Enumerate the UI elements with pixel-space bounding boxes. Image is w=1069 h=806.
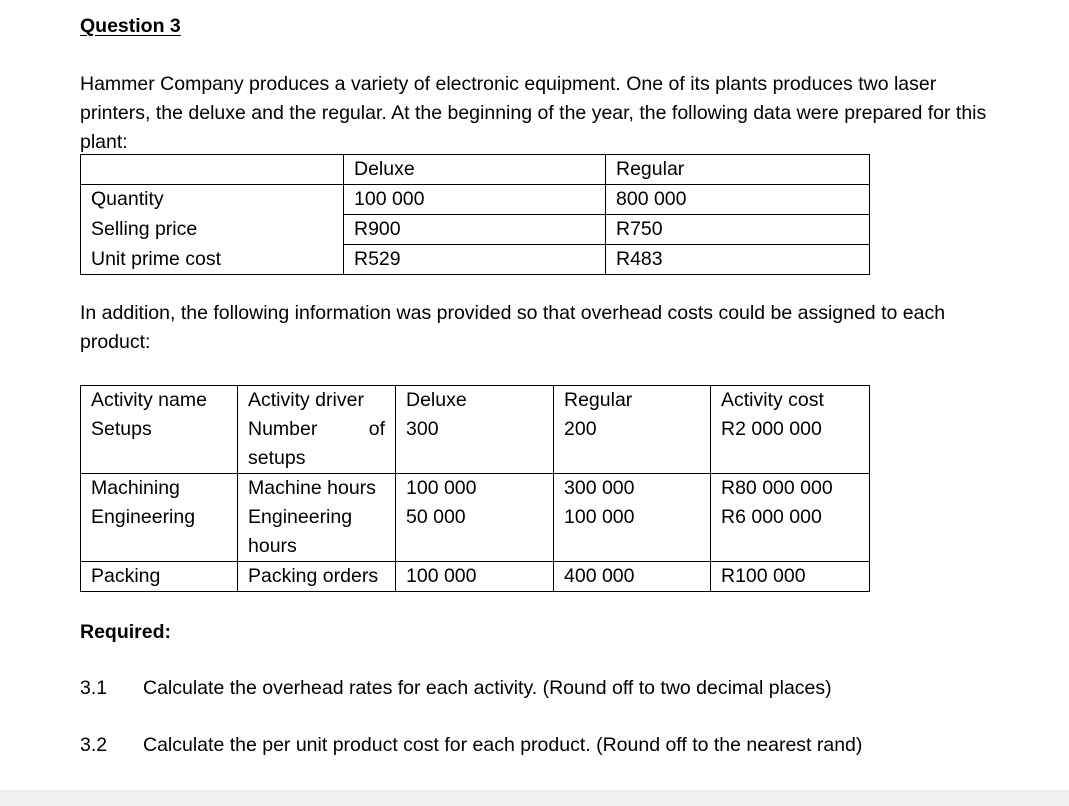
table-row	[81, 503, 870, 562]
cell-regular: 300 000	[554, 474, 711, 504]
cell-deluxe: 300	[396, 415, 554, 474]
cell-activity-cost: R100 000	[711, 562, 870, 592]
cell-regular: 200	[554, 415, 711, 474]
activity-cost-table	[80, 385, 870, 592]
activity-driver-line: setups	[248, 447, 306, 469]
cell-activity-cost: R80 000 000	[711, 474, 870, 504]
activity-driver: Machine hours	[238, 474, 396, 504]
table-row	[81, 562, 870, 592]
required-item-text: Calculate the per unit product cost for each product. (Round off to the nearest rand)	[143, 734, 863, 756]
cell-activity-cost: R6 000 000	[711, 503, 870, 562]
row-label: Selling price	[81, 215, 344, 245]
cell-regular: 800 000	[606, 185, 870, 215]
product-data-table	[80, 154, 870, 275]
cell-regular: R750	[606, 215, 870, 245]
header-deluxe: Deluxe	[396, 386, 554, 416]
header-activity-driver: Activity driver	[238, 386, 396, 416]
activity-name: Machining	[81, 474, 238, 504]
required-item-number: 3.1	[80, 677, 108, 699]
activity-name: Packing	[81, 562, 238, 592]
cell-regular: 100 000	[554, 503, 711, 562]
cell-deluxe: 100 000	[396, 474, 554, 504]
cell-regular: R483	[606, 245, 870, 275]
header-regular: Regular	[554, 386, 711, 416]
bottom-scroll-area	[0, 790, 1069, 806]
cell-regular: 400 000	[554, 562, 711, 592]
table-row	[81, 215, 870, 245]
overhead-intro-paragraph: In addition, the following information was provided so that overhead costs could be assigned to each product:	[80, 302, 946, 353]
cell-deluxe: R900	[344, 215, 606, 245]
activity-driver: Packing orders	[238, 562, 396, 592]
table-header-row	[81, 155, 870, 185]
activity-driver-word: of	[368, 418, 385, 440]
cell-deluxe: 100 000	[344, 185, 606, 215]
table-row	[81, 185, 870, 215]
intro-paragraph: Hammer Company produces a variety of electronic equipment. One of its plants produces two laser printers, the deluxe and the regular. At the beginning of the year, the following data were prepared for this plant:	[80, 73, 987, 153]
table-row	[81, 245, 870, 275]
activity-driver	[238, 415, 396, 474]
required-item-text: Calculate the overhead rates for each activity. (Round off to two decimal places)	[143, 677, 832, 699]
header-cell-regular: Regular	[606, 155, 870, 185]
question-title: Question 3	[80, 15, 181, 37]
cell-activity-cost: R2 000 000	[711, 415, 870, 474]
required-heading: Required:	[80, 621, 172, 643]
header-cell-empty	[81, 155, 344, 185]
cell-deluxe: 50 000	[396, 503, 554, 562]
header-activity-name: Activity name	[81, 386, 238, 416]
required-item-number: 3.2	[80, 734, 108, 756]
table-row	[81, 415, 870, 474]
table-header-row	[81, 386, 870, 416]
row-label: Quantity	[81, 185, 344, 215]
header-activity-cost: Activity cost	[711, 386, 870, 416]
activity-name: Setups	[81, 415, 238, 474]
activity-driver: Engineering hours	[238, 503, 396, 562]
activity-driver-line	[248, 415, 395, 444]
activity-name: Engineering	[81, 503, 238, 562]
activity-driver-word: Number	[248, 418, 318, 440]
row-label: Unit prime cost	[81, 245, 344, 275]
header-cell-deluxe: Deluxe	[344, 155, 606, 185]
cell-deluxe: R529	[344, 245, 606, 275]
cell-deluxe: 100 000	[396, 562, 554, 592]
table-row	[81, 474, 870, 504]
